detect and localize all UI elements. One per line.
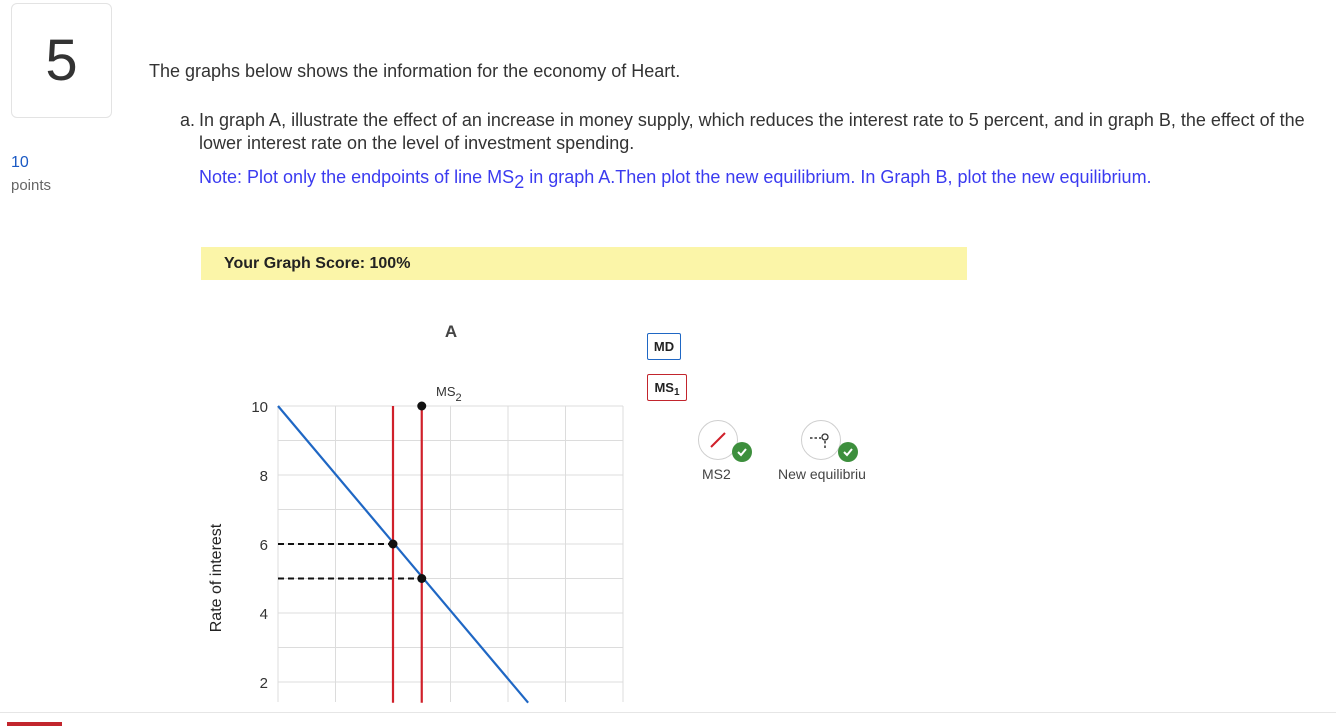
note-text-end: in graph A.Then plot the new equilibrium. In Graph B, plot the new equilibrium. [524, 167, 1152, 187]
ms2-line-label [436, 384, 462, 404]
points-label: points [11, 177, 52, 194]
points-value: 10 [11, 154, 29, 171]
bottom-divider [0, 712, 1336, 713]
equilibrium-point [417, 574, 426, 583]
y-tick-labels [251, 399, 268, 692]
legend-ms1[interactable] [647, 374, 687, 401]
md-line [278, 406, 528, 703]
equilibrium-point [389, 540, 398, 549]
y-tick-label: 2 [259, 675, 268, 692]
ms2-tool-label: MS2 [702, 466, 731, 482]
part-a-text: In graph A, illustrate the effect of an increase in money supply, which reduces the interest rate to 5 percent, and in graph B, the effect of the lower interest rate on the level of investment spending. [199, 110, 1305, 153]
legend-ms1-label [654, 380, 680, 398]
legend-ms1-sub: 1 [673, 387, 680, 398]
ms2-endpoint [417, 402, 426, 411]
line-tool-icon [707, 429, 729, 451]
legend-md-label: MD [653, 339, 675, 354]
legend-md[interactable] [647, 333, 681, 360]
y-tick-label: 4 [259, 606, 268, 623]
ms2-label-sub: 2 [455, 392, 462, 404]
y-tick-label: 10 [251, 399, 268, 416]
chart-grid [278, 406, 623, 702]
chart-title: A [444, 322, 458, 341]
new-equilibrium-tool-label: New equilibriu [778, 466, 866, 482]
new-equilibrium-tool[interactable] [801, 420, 841, 460]
y-axis-label: Rate of interest [208, 523, 225, 633]
question-number: 5 [45, 27, 78, 93]
legend-ms1-main: MS [654, 380, 674, 395]
ms2-label-main: MS [436, 384, 456, 399]
point-tool-icon [808, 429, 834, 451]
note-text-start: Note: Plot only the endpoints of line MS [199, 167, 515, 187]
note-subscript: 2 [514, 172, 525, 192]
y-tick-label: 8 [259, 468, 268, 485]
graph-score-text: Your Graph Score: 100% [224, 254, 411, 272]
part-a-letter: a. [180, 110, 196, 130]
check-icon [838, 442, 858, 462]
question-intro: The graphs below shows the information for the economy of Heart. [149, 61, 681, 81]
chart-lines [278, 406, 528, 703]
chart-points [389, 402, 427, 584]
check-icon [732, 442, 752, 462]
bottom-accent-bar [7, 722, 62, 726]
y-tick-label: 6 [259, 537, 268, 554]
